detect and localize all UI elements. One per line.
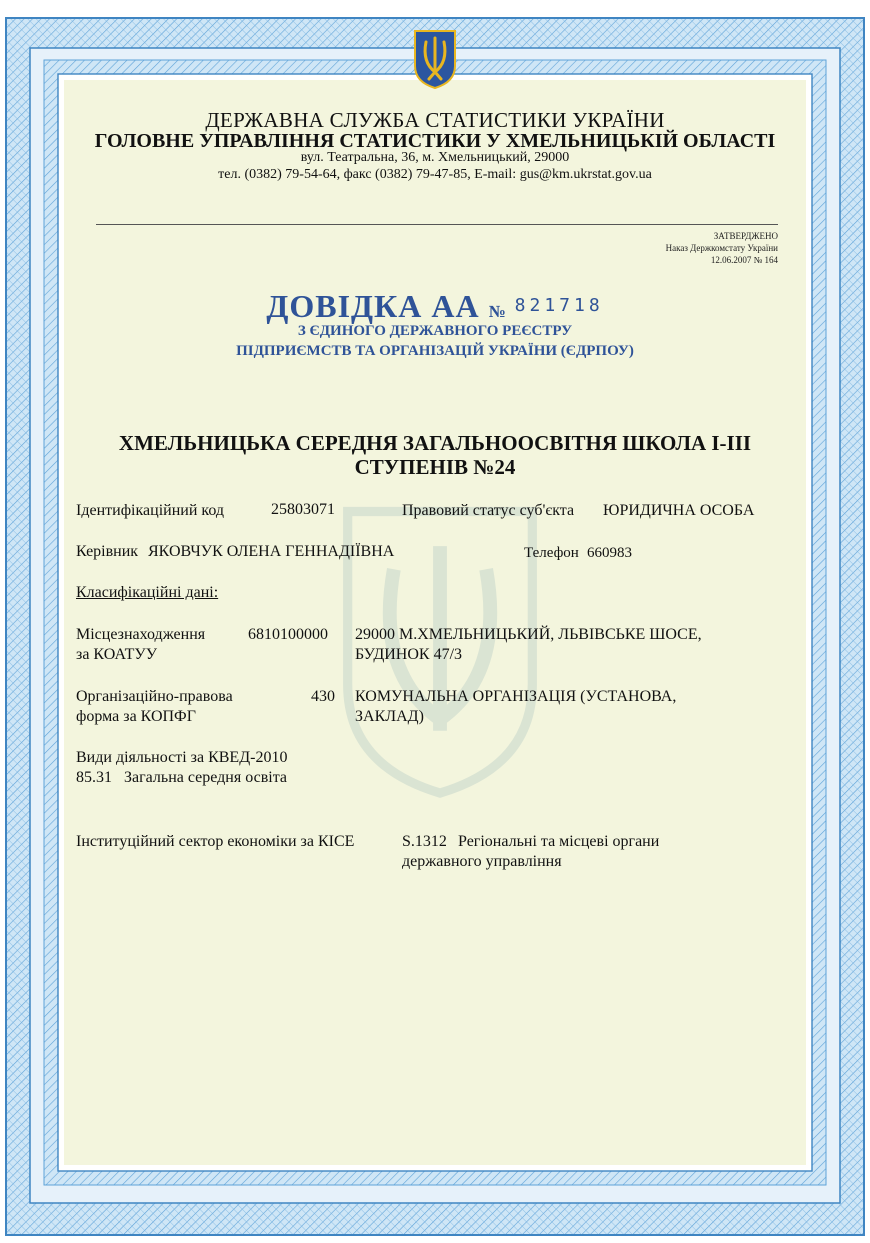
title-sub-2: ПІДПРИЄМСТВ ТА ОРГАНІЗАЦІЙ УКРАЇНИ (ЄДРПОУ) [236,343,634,359]
kopfg-value-1: КОМУНАЛЬНА ОРГАНІЗАЦІЯ (УСТАНОВА, [355,688,677,705]
header-line-2: ГОЛОВНЕ УПРАВЛІННЯ СТАТИСТИКИ У ХМЕЛЬНИЦЬКІЙ ОБЛАСТІ [94,130,776,152]
koatuu-value-2: БУДИНОК 47/3 [355,646,463,663]
entity-name-line-1: ХМЕЛЬНИЦЬКА СЕРЕДНЯ ЗАГАЛЬНООСВІТНЯ ШКОЛА І-ІІІ [118,431,752,455]
koatuu-value-1: 29000 М.ХМЕЛЬНИЦЬКИЙ, ЛЬВІВСЬКЕ ШОСЕ, [355,626,702,643]
head-label: Керівник [76,543,139,560]
kved-value: Загальна середня освіта [124,769,288,786]
koatuu-code: 6810100000 [248,626,328,643]
title-main: ДОВІДКА АА [266,288,480,324]
kise-value-2: державного управління [402,853,562,870]
approval-line-3: 12.06.2007 № 164 [710,255,778,265]
kise-value-1: Регіональні та місцеві органи [458,833,660,850]
trident-icon [411,28,459,90]
header-divider [96,224,778,225]
kopfg-code: 430 [311,688,335,705]
kved-label: Види діяльності за КВЕД-2010 [76,749,288,766]
kise-code: S.1312 [402,833,447,850]
koatuu-label-1: Місцезнаходження [76,626,206,643]
approval-line-1: ЗАТВЕРДЖЕНО [713,231,778,241]
header-address: вул. Театральна, 36, м. Хмельницький, 29000 [300,150,570,165]
koatuu-label-2: за КОАТУУ [76,646,158,663]
kopfg-value-2: ЗАКЛАД) [355,708,424,725]
id-code-label: Ідентифікаційний код [76,502,225,519]
header-line-1: ДЕРЖАВНА СЛУЖБА СТАТИСТИКИ УКРАЇНИ [205,108,665,132]
title-sub-1: З ЄДИНОГО ДЕРЖАВНОГО РЕЄСТРУ [297,323,573,339]
kopfg-label-1: Організаційно-правова [76,688,233,705]
title-number: 821718 [514,295,604,316]
legal-status-label: Правовий статус суб'єкта [402,502,575,519]
classification-heading: Класифікаційні дані: [76,584,219,601]
approval-line-2: Наказ Держкомстату України [665,243,778,253]
phone-value: 660983 [587,545,632,561]
certificate-title [0,288,870,325]
kved-code: 85.31 [76,769,112,786]
head-value: ЯКОВЧУК ОЛЕНА ГЕННАДІЇВНА [148,543,395,560]
id-code-value: 25803071 [271,501,335,518]
kise-label: Інституційний сектор економіки за КІСЕ [76,833,355,850]
header-contacts: тел. (0382) 79-54-64, факс (0382) 79-47-85, E-mail: gus@km.ukrstat.gov.ua [218,167,652,182]
phone-label: Телефон [524,545,579,561]
title-number-sign: № [488,302,506,321]
entity-name-line-2: СТУПЕНІВ №24 [354,455,516,479]
kopfg-label-2: форма за КОПФГ [76,708,196,725]
legal-status-value: ЮРИДИЧНА ОСОБА [603,502,755,519]
